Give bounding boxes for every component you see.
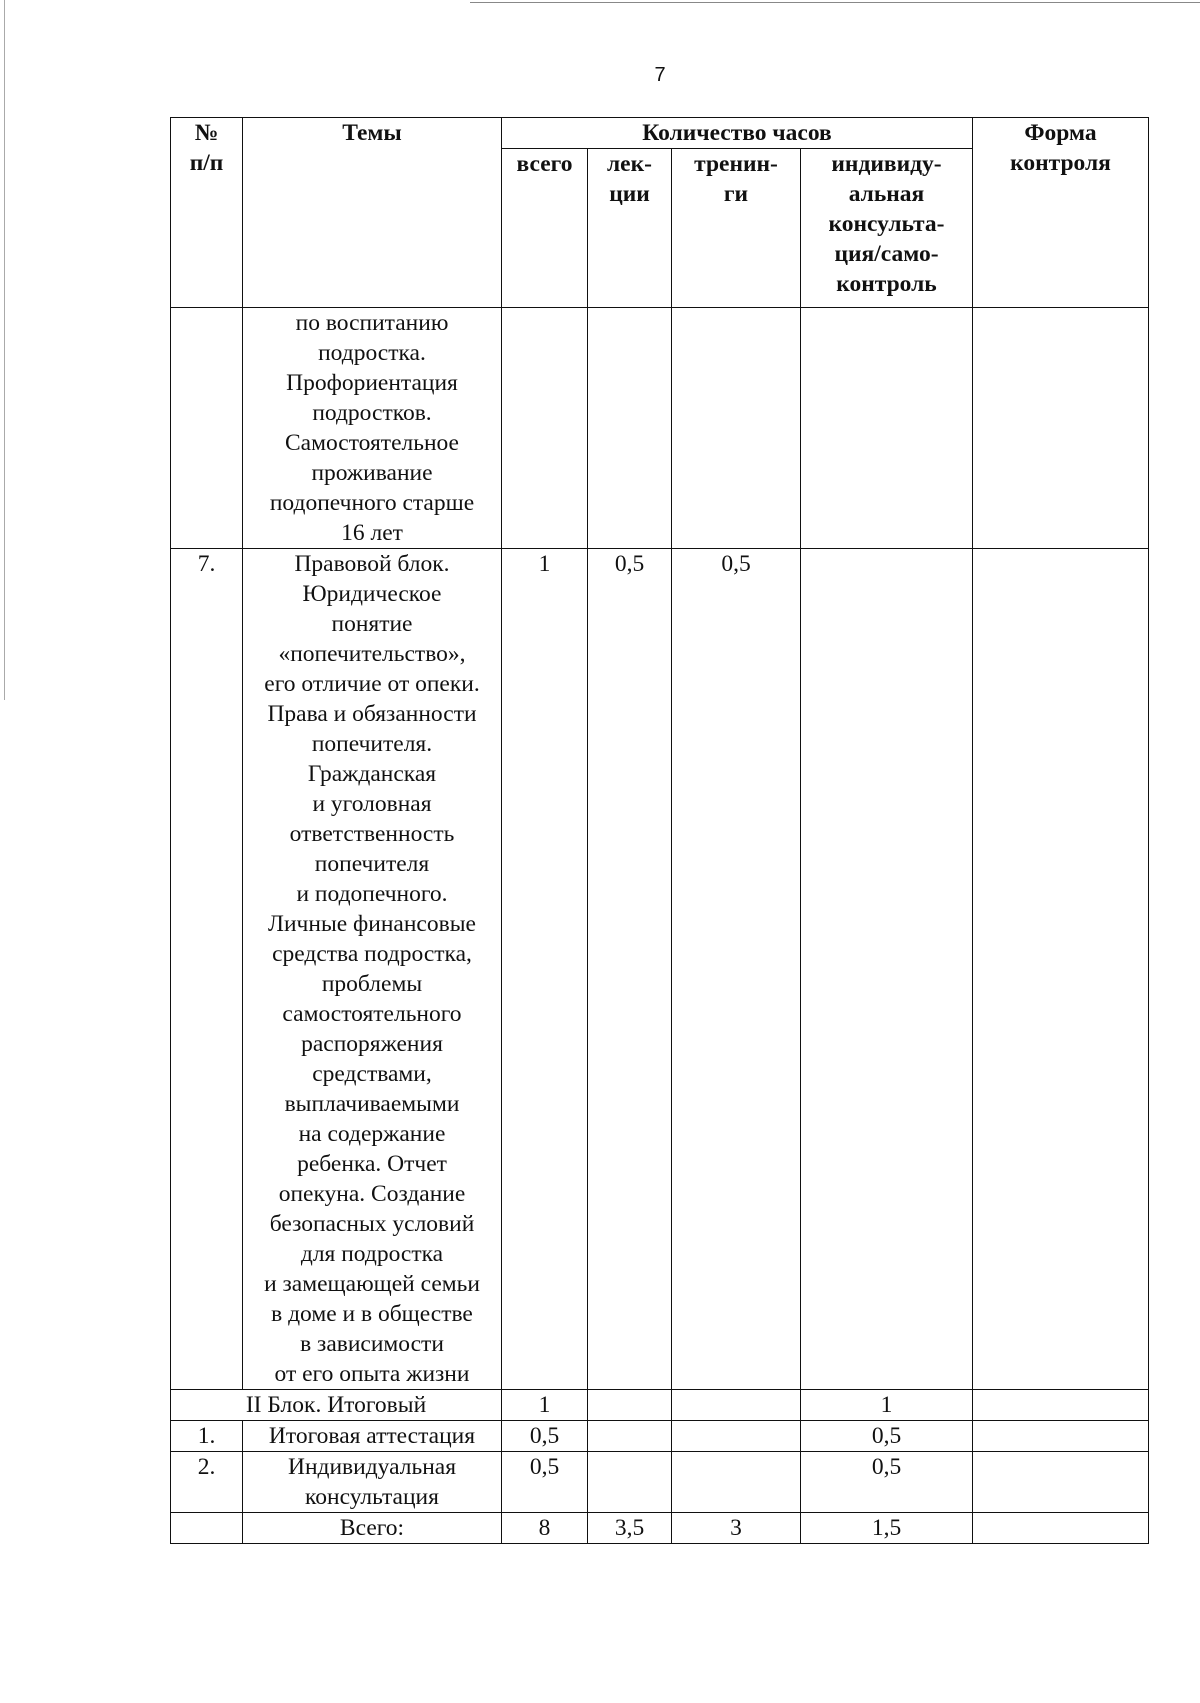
page-number: 7 xyxy=(654,64,666,86)
header-topics: Темы xyxy=(243,118,502,308)
block-trainings xyxy=(672,1390,801,1421)
row-individual xyxy=(801,308,973,549)
row-form xyxy=(973,549,1149,1390)
totals-label: Всего: xyxy=(243,1513,502,1544)
header-num: № п/п xyxy=(171,118,243,308)
table-row xyxy=(171,308,1149,549)
table-row xyxy=(171,1421,1149,1452)
row-individual: 0,5 xyxy=(801,1421,973,1452)
row-form xyxy=(973,308,1149,549)
row-lectures xyxy=(588,1421,672,1452)
row-topic: Правовой блок. Юридическое понятие «попечительство», его отличие от опеки. Права и обязанности попечителя. Гражданская и уголовная ответственность попечителя и подопечного. Личные финансовые средства подростка, проблемы самостоятельного распоряжения средствами, выплачиваемыми на содержание ребенка. Отчет опекуна. Создание безопасных условий для подростка и замещающей семьи в доме и в обществе в зависимости от его опыта жизни xyxy=(243,549,502,1390)
table-header-row xyxy=(171,118,1149,149)
row-total: 1 xyxy=(502,549,588,1390)
block-individual: 1 xyxy=(801,1390,973,1421)
study-plan-table xyxy=(170,117,1149,1544)
scan-edge-top xyxy=(470,2,1200,3)
table-row xyxy=(171,1452,1149,1513)
row-num: 1. xyxy=(171,1421,243,1452)
row-lectures xyxy=(588,1452,672,1513)
row-trainings: 0,5 xyxy=(672,549,801,1390)
row-individual: 0,5 xyxy=(801,1452,973,1513)
header-lectures: лек- ции xyxy=(588,149,672,308)
row-trainings xyxy=(672,1421,801,1452)
totals-num xyxy=(171,1513,243,1544)
row-total xyxy=(502,308,588,549)
header-hours: Количество часов xyxy=(502,118,973,149)
row-form xyxy=(973,1421,1149,1452)
row-num: 7. xyxy=(171,549,243,1390)
totals-row xyxy=(171,1513,1149,1544)
row-lectures: 0,5 xyxy=(588,549,672,1390)
row-topic: Индивидуальная консультация xyxy=(243,1452,502,1513)
totals-total: 8 xyxy=(502,1513,588,1544)
row-topic: Итоговая аттестация xyxy=(243,1421,502,1452)
row-form xyxy=(973,1452,1149,1513)
block-title: II Блок. Итоговый xyxy=(171,1390,502,1421)
block-title-row xyxy=(171,1390,1149,1421)
block-lectures xyxy=(588,1390,672,1421)
header-individual: индивиду- альная консульта- ция/само- контроль xyxy=(801,149,973,308)
totals-trainings: 3 xyxy=(672,1513,801,1544)
row-num xyxy=(171,308,243,549)
row-lectures xyxy=(588,308,672,549)
row-num: 2. xyxy=(171,1452,243,1513)
totals-lectures: 3,5 xyxy=(588,1513,672,1544)
row-individual xyxy=(801,549,973,1390)
header-trainings: тренин- ги xyxy=(672,149,801,308)
totals-individual: 1,5 xyxy=(801,1513,973,1544)
header-form: Форма контроля xyxy=(973,118,1149,308)
row-total: 0,5 xyxy=(502,1421,588,1452)
row-total: 0,5 xyxy=(502,1452,588,1513)
scan-edge-left xyxy=(4,0,5,700)
row-trainings xyxy=(672,1452,801,1513)
totals-form xyxy=(973,1513,1149,1544)
header-total: всего xyxy=(502,149,588,308)
table-row xyxy=(171,549,1149,1390)
row-topic: по воспитанию подростка. Профориентация подростков. Самостоятельное проживание подопечного старше 16 лет xyxy=(243,308,502,549)
row-trainings xyxy=(672,308,801,549)
block-form xyxy=(973,1390,1149,1421)
block-total: 1 xyxy=(502,1390,588,1421)
